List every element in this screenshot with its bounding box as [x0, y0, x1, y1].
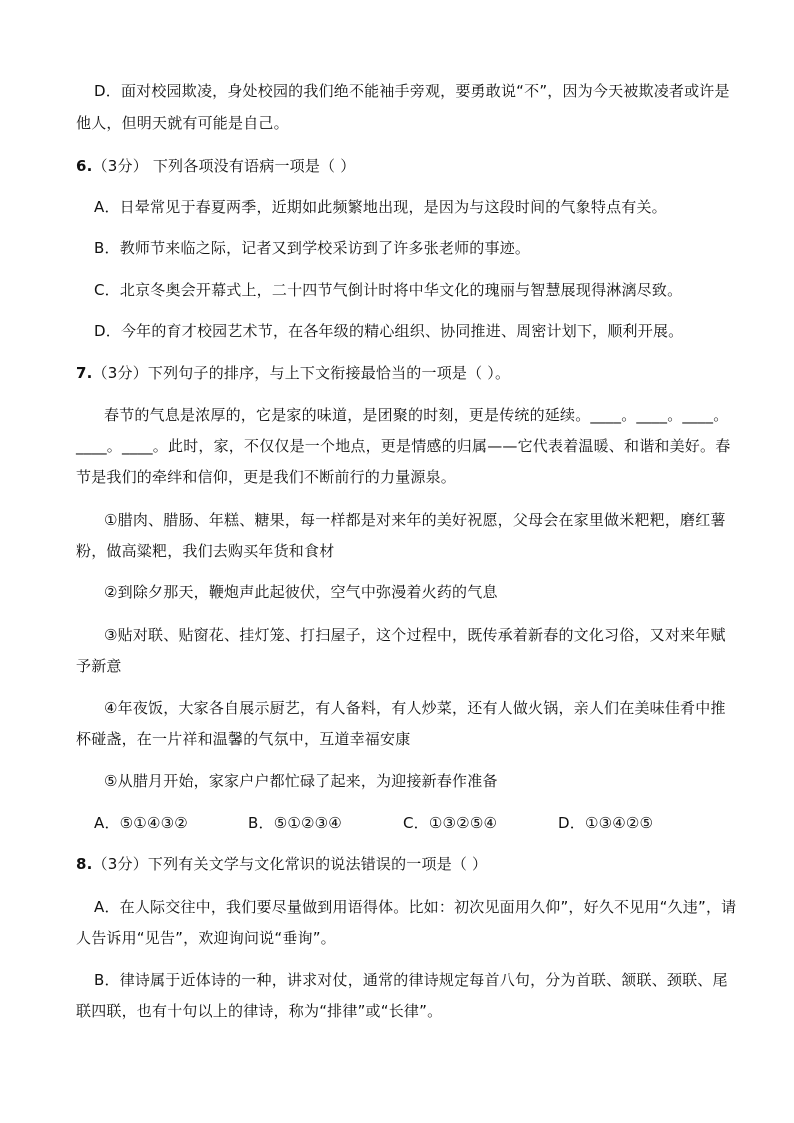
question-8-stem: （3分）下列有关文学与文化常识的说法错误的一项是（ ）	[92, 855, 488, 873]
prev-option-d-line2: 他人，但明天就有可能是自己。	[76, 114, 289, 132]
question-7-passage-line3: 节是我们的牵绊和信仰，更是我们不断前行的力量源泉。	[76, 468, 457, 486]
question-6-number: 6.	[76, 157, 93, 175]
question-8-header	[76, 853, 487, 875]
question-7-choice-c: C．①③②⑤④	[403, 814, 498, 832]
question-7-item-4-line2: 杯碰盏，在一片祥和温馨的气氛中，互道幸福安康	[76, 730, 411, 748]
question-8-option-a-line2: 人告诉用“见告”，欢迎询问说“垂询”。	[76, 929, 336, 947]
question-7-choice-b: B．⑤①②③④	[248, 814, 342, 832]
question-7-item-1-line1: ①腊肉、腊肠、年糕、糖果，每一样都是对来年的美好祝愿，父母会在家里做米粑粑，磨红薯	[104, 511, 726, 529]
prev-option-d-line1: D．面对校园欺凌，身处校园的我们绝不能袖手旁观，要勇敢说“不”，因为今天被欺凌者或许是	[94, 82, 730, 100]
question-7-item-2: ②到除夕那天，鞭炮声此起彼伏，空气中弥漫着火药的气息	[104, 583, 498, 601]
question-7-item-3-line2: 予新意	[76, 657, 122, 675]
question-6-header	[76, 155, 355, 177]
question-7-choice-d: D．①③④②⑤	[558, 814, 654, 832]
question-7-passage-line1: 春节的气息是浓厚的，它是家的味道，是团聚的时刻，更是传统的延续。____。____。____。	[104, 406, 729, 424]
question-7-item-4-line1: ④年夜饭，大家各自展示厨艺，有人备料，有人炒菜，还有人做火锅，亲人们在美味佳肴中推	[104, 699, 726, 717]
question-7-item-1-line2: 粉，做高粱粑，我们去购买年货和食材	[76, 542, 335, 560]
question-6-option-c: C．北京冬奥会开幕式上，二十四节气倒计时将中华文化的瑰丽与智慧展现得淋漓尽致。	[94, 281, 683, 299]
question-8-option-b-line2: 联四联，也有十句以上的律诗，称为“排律”或“长律”。	[76, 1002, 443, 1020]
question-6-option-d: D．今年的育才校园艺术节，在各年级的精心组织、协同推进、周密计划下，顺利开展。	[94, 322, 684, 340]
question-6-option-b: B．教师节来临之际，记者又到学校采访到了许多张老师的事迹。	[94, 239, 531, 257]
question-7-choice-a: A．⑤①④③②	[94, 814, 188, 832]
question-8-option-a-line1: A．在人际交往中，我们要尽量做到用语得体。比如：初次见面用久仰”，好久不见用“久违”，请	[94, 898, 737, 916]
question-7-passage-line2: ____。____。此时，家，不仅仅是一个地点，更是情感的归属——它代表着温暖、和谐和美好。春	[76, 437, 731, 455]
question-8-option-b-line1: B．律诗属于近体诗的一种，讲求对仗，通常的律诗规定每首八句，分为首联、颔联、颈联、尾	[94, 971, 728, 989]
question-6-stem: （3分） 下列各项没有语病一项是（ ）	[92, 157, 356, 175]
question-7-stem: （3分）下列句子的排序，与上下文衔接最恰当的一项是（ ）。	[92, 364, 511, 382]
question-7-item-3-line1: ③贴对联、贴窗花、挂灯笼、打扫屋子，这个过程中，既传承着新春的文化习俗，又对来年赋	[104, 626, 726, 644]
question-8-number: 8.	[76, 855, 93, 873]
question-6-option-a: A．日晕常见于春夏两季，近期如此频繁地出现，是因为与这段时间的气象特点有关。	[94, 198, 667, 216]
question-7-header	[76, 362, 510, 384]
question-7-item-5: ⑤从腊月开始，家家户户都忙碌了起来，为迎接新春作准备	[104, 772, 498, 790]
question-7-number: 7.	[76, 364, 93, 382]
